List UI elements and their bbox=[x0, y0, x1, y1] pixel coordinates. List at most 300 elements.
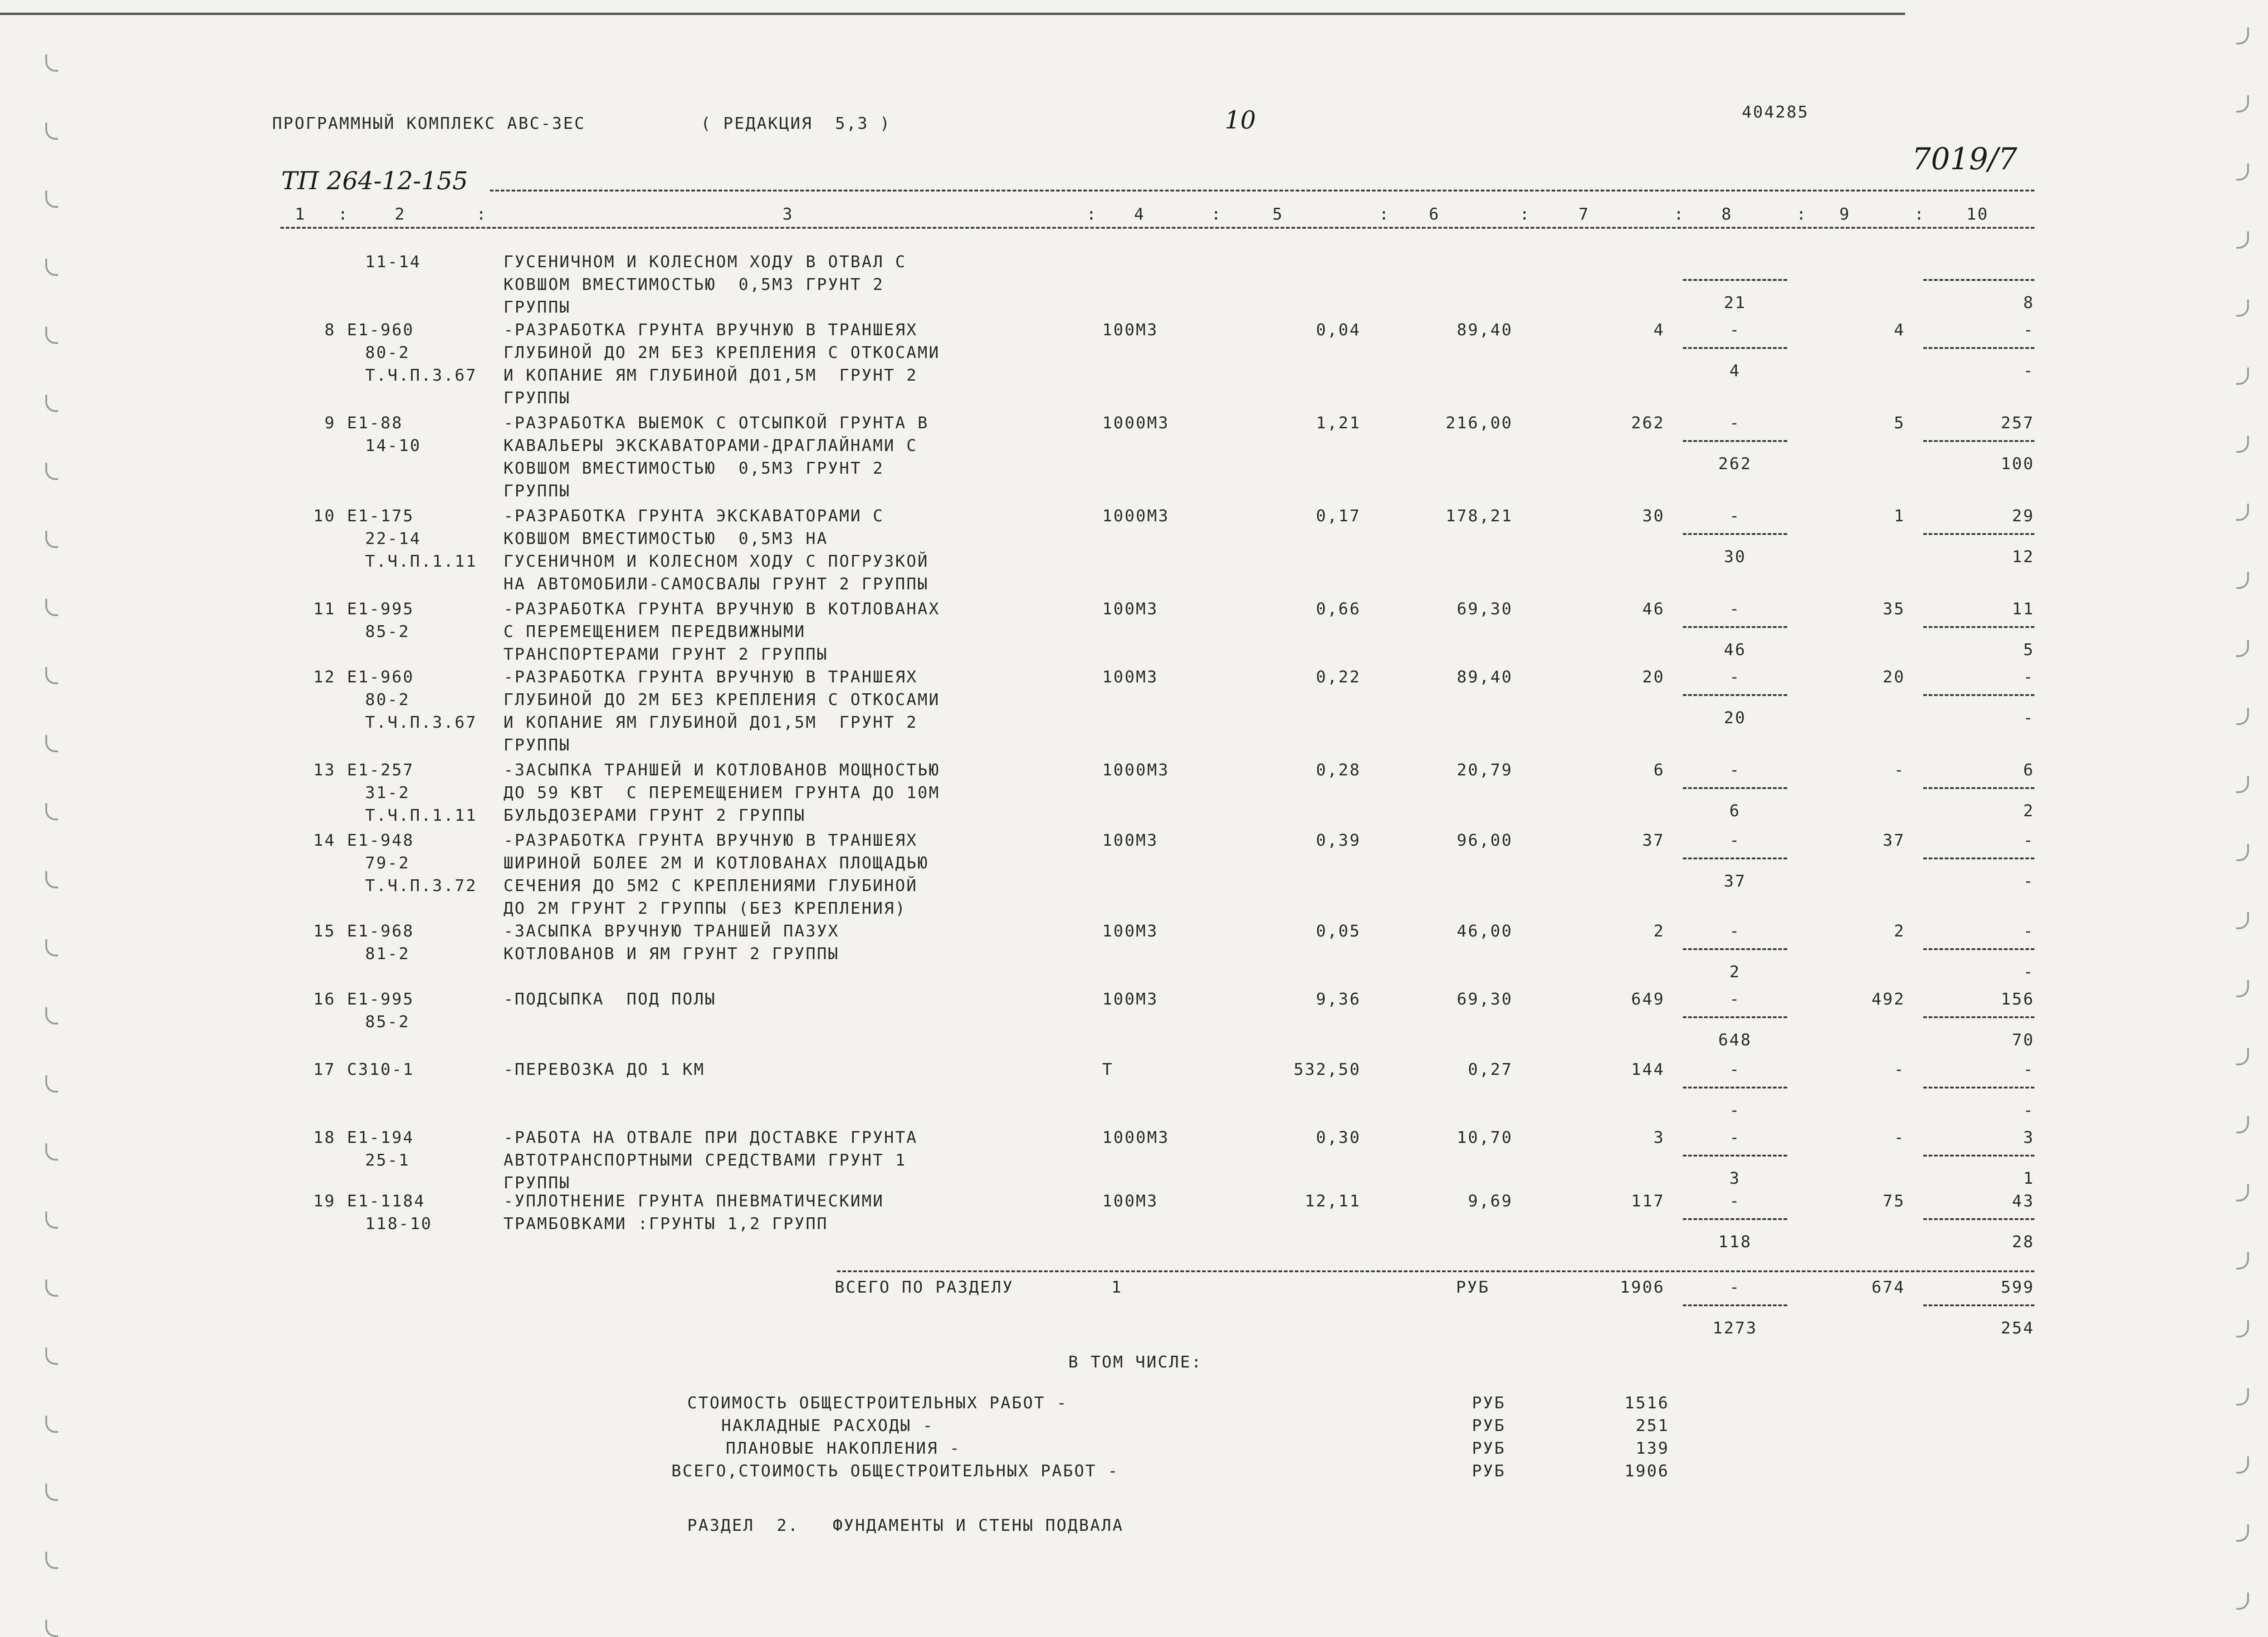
right-feed-hole bbox=[2236, 436, 2249, 453]
unit-of-measure: 1000М3 bbox=[1102, 761, 1170, 779]
unit-of-measure: 100М3 bbox=[1102, 1192, 1158, 1211]
work-description: СЕЧЕНИЯ ДО 5М2 С КРЕПЛЕНИЯМИ ГЛУБИНОЙ bbox=[503, 877, 918, 895]
col8-bottom: 46 bbox=[1724, 641, 1746, 659]
unit-of-measure: 100М3 bbox=[1102, 922, 1158, 941]
col8-bottom: 262 bbox=[1718, 455, 1752, 473]
total-cost: 3 bbox=[1653, 1128, 1665, 1147]
quantity: 0,30 bbox=[1316, 1128, 1361, 1147]
quantity: 0,66 bbox=[1316, 600, 1361, 618]
header-rule-top bbox=[490, 190, 2034, 191]
right-feed-hole bbox=[2236, 504, 2249, 521]
work-description: ДО 2М ГРУНТ 2 ГРУППЫ (БЕЗ КРЕПЛЕНИЯ) bbox=[503, 899, 907, 918]
col10-bottom: - bbox=[2023, 709, 2034, 727]
norm-code: 81-2 bbox=[365, 945, 410, 963]
col10-top: 29 bbox=[2012, 507, 2034, 525]
left-feed-hole bbox=[45, 1279, 58, 1297]
breakdown-label: ВСЕГО,СТОИМОСТЬ ОБЩЕСТРОИТЕЛЬНЫХ РАБОТ - bbox=[671, 1462, 1119, 1480]
work-description: -ЗАСЫПКА ТРАНШЕЙ И КОТЛОВАНОВ МОЩНОСТЬЮ bbox=[503, 761, 940, 779]
norm-code: 85-2 bbox=[365, 1013, 410, 1031]
norm-code: Е1-968 bbox=[347, 922, 415, 941]
row-number: 13 bbox=[313, 761, 336, 779]
col10-bottom: - bbox=[2023, 1101, 2034, 1120]
col10-bottom: 1 bbox=[2023, 1169, 2034, 1188]
work-description: -РАЗРАБОТКА ГРУНТА ВРУЧНУЮ В КОТЛОВАНАХ bbox=[503, 600, 940, 618]
col8-divider bbox=[1683, 440, 1787, 442]
norm-code: 85-2 bbox=[365, 622, 410, 641]
col10-divider bbox=[1923, 440, 2034, 442]
summary-rule bbox=[837, 1270, 2034, 1272]
unit-price: 89,40 bbox=[1457, 321, 1513, 339]
row-number: 11 bbox=[313, 600, 336, 618]
col8-top: - bbox=[1729, 990, 1741, 1009]
section-col8-divider bbox=[1683, 1304, 1787, 1306]
column-separator: : bbox=[1379, 205, 1390, 224]
norm-code: Е1-194 bbox=[347, 1128, 415, 1147]
total-cost: 649 bbox=[1631, 990, 1665, 1009]
right-feed-hole bbox=[2236, 1184, 2249, 1201]
section-total-unit: РУБ bbox=[1456, 1278, 1490, 1297]
column-number: 9 bbox=[1839, 205, 1851, 224]
col10-bottom: 70 bbox=[2012, 1031, 2034, 1049]
col10-bottom: 12 bbox=[2012, 548, 2034, 566]
section-col10-bottom: 254 bbox=[2000, 1319, 2034, 1338]
section-col10-divider bbox=[1923, 1304, 2034, 1306]
work-description: ШИРИНОЙ БОЛЕЕ 2М И КОТЛОВАНАХ ПЛОЩАДЬЮ bbox=[503, 854, 929, 872]
work-description: ТРАМБОВКАМИ :ГРУНТЫ 1,2 ГРУПП bbox=[503, 1215, 828, 1233]
section-total-cost: 1906 bbox=[1620, 1278, 1665, 1297]
right-feed-hole bbox=[2236, 776, 2249, 793]
col10-bottom: 100 bbox=[2000, 455, 2034, 473]
right-feed-hole bbox=[2236, 1456, 2249, 1474]
col8-divider bbox=[1683, 694, 1787, 696]
col9-value: 35 bbox=[1882, 600, 1905, 618]
right-feed-hole bbox=[2236, 368, 2249, 385]
right-feed-hole bbox=[2236, 640, 2249, 657]
work-description: КОВШОМ ВМЕСТИМОСТЬЮ 0,5М3 ГРУНТ 2 bbox=[503, 275, 884, 294]
next-section-heading: РАЗДЕЛ 2. ФУНДАМЕНТЫ И СТЕНЫ ПОДВАЛА bbox=[687, 1516, 1124, 1535]
breakdown-value: 139 bbox=[1635, 1439, 1669, 1458]
col10-bottom: 5 bbox=[2023, 641, 2034, 659]
total-cost: 2 bbox=[1653, 922, 1665, 941]
col10-divider bbox=[1923, 694, 2034, 696]
unit-price: 178,21 bbox=[1445, 507, 1513, 525]
work-description: -УПЛОТНЕНИЕ ГРУНТА ПНЕВМАТИЧЕСКИМИ bbox=[503, 1192, 884, 1211]
total-cost: 30 bbox=[1642, 507, 1665, 525]
work-description: -РАБОТА НА ОТВАЛЕ ПРИ ДОСТАВКЕ ГРУНТА bbox=[503, 1128, 918, 1147]
total-cost: 37 bbox=[1642, 831, 1665, 850]
work-description: БУЛЬДОЗЕРАМИ ГРУНТ 2 ГРУППЫ bbox=[503, 806, 806, 825]
right-feed-hole bbox=[2236, 231, 2249, 249]
col8-bottom: 37 bbox=[1724, 872, 1746, 891]
col8-bottom: 21 bbox=[1724, 294, 1746, 312]
right-feed-hole bbox=[2236, 1252, 2249, 1269]
unit-price: 46,00 bbox=[1457, 922, 1513, 941]
col10-bottom: 28 bbox=[2012, 1233, 2034, 1251]
col10-divider bbox=[1923, 279, 2034, 281]
work-description: -РАЗРАБОТКА ВЫЕМОК С ОТСЫПКОЙ ГРУНТА В bbox=[503, 414, 929, 432]
right-feed-hole bbox=[2236, 844, 2249, 861]
top-tear-line bbox=[0, 13, 1905, 15]
work-description: ГРУППЫ bbox=[503, 736, 571, 755]
col8-divider bbox=[1683, 626, 1787, 628]
section-col9-value: 674 bbox=[1871, 1278, 1905, 1297]
quantity: 0,22 bbox=[1316, 668, 1361, 686]
col8-divider bbox=[1683, 279, 1787, 281]
left-feed-hole bbox=[45, 123, 58, 140]
col8-divider bbox=[1683, 858, 1787, 859]
row-number: 9 bbox=[324, 414, 336, 432]
work-description: ГРУППЫ bbox=[503, 389, 571, 407]
row-number: 16 bbox=[313, 990, 336, 1009]
total-cost: 4 bbox=[1653, 321, 1665, 339]
column-number: 1 bbox=[295, 205, 306, 224]
work-description: ГРУППЫ bbox=[503, 298, 571, 317]
left-feed-hole bbox=[45, 1484, 58, 1501]
col9-value: 20 bbox=[1882, 668, 1905, 686]
col8-bottom: 30 bbox=[1724, 548, 1746, 566]
column-number: 5 bbox=[1272, 205, 1284, 224]
work-description: КОВШОМ ВМЕСТИМОСТЬЮ 0,5М3 НА bbox=[503, 529, 828, 548]
work-description: ДО 59 КВТ С ПЕРЕМЕЩЕНИЕМ ГРУНТА ДО 10М bbox=[503, 784, 940, 802]
col9-value: 2 bbox=[1894, 922, 1905, 941]
unit-of-measure: 100М3 bbox=[1102, 321, 1158, 339]
col10-bottom: - bbox=[2023, 963, 2034, 981]
breakdown-value: 251 bbox=[1635, 1416, 1669, 1435]
norm-code: Е1-995 bbox=[347, 600, 415, 618]
right-feed-hole bbox=[2236, 980, 2249, 997]
col8-bottom: 6 bbox=[1729, 802, 1741, 820]
section-col8-bottom: 1273 bbox=[1712, 1319, 1758, 1338]
right-feed-hole bbox=[2236, 27, 2249, 44]
unit-of-measure: 100М3 bbox=[1102, 668, 1158, 686]
col10-top: - bbox=[2023, 1060, 2034, 1079]
quantity: 0,28 bbox=[1316, 761, 1361, 779]
col10-top: - bbox=[2023, 831, 2034, 850]
work-description: И КОПАНИЕ ЯМ ГЛУБИНОЙ ДО1,5М ГРУНТ 2 bbox=[503, 713, 918, 732]
norm-code: Е1-960 bbox=[347, 668, 415, 686]
column-number: 8 bbox=[1721, 205, 1733, 224]
right-feed-hole bbox=[2236, 1593, 2249, 1610]
unit-price: 69,30 bbox=[1457, 600, 1513, 618]
work-description: ГЛУБИНОЙ ДО 2М БЕЗ КРЕПЛЕНИЯ С ОТКОСАМИ bbox=[503, 691, 940, 709]
left-feed-hole bbox=[45, 327, 58, 344]
quantity: 532,50 bbox=[1293, 1060, 1361, 1079]
column-separator: : bbox=[1520, 205, 1531, 224]
left-feed-hole bbox=[45, 463, 58, 480]
col10-divider bbox=[1923, 1016, 2034, 1018]
norm-code: 31-2 bbox=[365, 784, 410, 802]
work-description: -РАЗРАБОТКА ГРУНТА ВРУЧНУЮ В ТРАНШЕЯХ bbox=[503, 321, 918, 339]
column-number: 7 bbox=[1579, 205, 1590, 224]
column-separator: : bbox=[476, 205, 488, 224]
col9-value: 492 bbox=[1871, 990, 1905, 1009]
col8-divider bbox=[1683, 948, 1787, 950]
col10-top: - bbox=[2023, 668, 2034, 686]
norm-code: Т.Ч.П.3.67 bbox=[365, 366, 477, 385]
row-number: 12 bbox=[313, 668, 336, 686]
col8-divider bbox=[1683, 1087, 1787, 1088]
right-feed-hole bbox=[2236, 912, 2249, 929]
quantity: 0,04 bbox=[1316, 321, 1361, 339]
left-feed-hole bbox=[45, 1007, 58, 1024]
unit-price: 89,40 bbox=[1457, 668, 1513, 686]
norm-code: Т.Ч.П.3.72 bbox=[365, 877, 477, 895]
norm-code: Т.Ч.П.1.11 bbox=[365, 806, 477, 825]
work-description: КОТЛОВАНОВ И ЯМ ГРУНТ 2 ГРУППЫ bbox=[503, 945, 840, 963]
right-feed-hole bbox=[2236, 572, 2249, 589]
col8-divider bbox=[1683, 1016, 1787, 1018]
right-feed-hole bbox=[2236, 708, 2249, 725]
col10-divider bbox=[1923, 1155, 2034, 1157]
col10-divider bbox=[1923, 787, 2034, 789]
breakdown-value: 1906 bbox=[1624, 1462, 1669, 1480]
row-number: 17 bbox=[313, 1060, 336, 1079]
row-number: 18 bbox=[313, 1128, 336, 1147]
breakdown-label: НАКЛАДНЫЕ РАСХОДЫ - bbox=[721, 1416, 934, 1435]
norm-code: 118-10 bbox=[365, 1215, 433, 1233]
col9-value: 1 bbox=[1894, 507, 1905, 525]
edition-label: ( РЕДАКЦИЯ 5,3 ) bbox=[701, 114, 891, 133]
col8-divider bbox=[1683, 787, 1787, 789]
col8-bottom: 20 bbox=[1724, 709, 1746, 727]
row-number: 15 bbox=[313, 922, 336, 941]
breakdown-unit: РУБ bbox=[1472, 1439, 1506, 1458]
col8-top: - bbox=[1729, 414, 1741, 432]
breakdown-unit: РУБ bbox=[1472, 1416, 1506, 1435]
col9-value: 37 bbox=[1882, 831, 1905, 850]
norm-code: Е1-175 bbox=[347, 507, 415, 525]
quantity: 0,39 bbox=[1316, 831, 1361, 850]
col8-bottom: 3 bbox=[1729, 1169, 1741, 1188]
row-number: 14 bbox=[313, 831, 336, 850]
quantity: 9,36 bbox=[1316, 990, 1361, 1009]
col10-top: 43 bbox=[2012, 1192, 2034, 1211]
col10-divider bbox=[1923, 1218, 2034, 1220]
col8-bottom: - bbox=[1729, 1101, 1741, 1120]
unit-of-measure: 1000М3 bbox=[1102, 414, 1170, 432]
section-col8-top: - bbox=[1729, 1278, 1741, 1297]
col8-divider bbox=[1683, 1218, 1787, 1220]
right-feed-hole bbox=[2236, 299, 2249, 317]
unit-price: 69,30 bbox=[1457, 990, 1513, 1009]
column-number: 4 bbox=[1134, 205, 1145, 224]
breakdown-label: СТОИМОСТЬ ОБЩЕСТРОИТЕЛЬНЫХ РАБОТ - bbox=[687, 1394, 1068, 1412]
norm-code: Е1-995 bbox=[347, 990, 415, 1009]
work-description: ГУСЕНИЧНОМ И КОЛЕСНОМ ХОДУ В ОТВАЛ С bbox=[503, 253, 907, 271]
work-description: -ПЕРЕВОЗКА ДО 1 КМ bbox=[503, 1060, 705, 1079]
col10-top: 3 bbox=[2023, 1128, 2034, 1147]
row-number: 19 bbox=[313, 1192, 336, 1211]
col8-divider bbox=[1683, 1155, 1787, 1157]
col10-bottom: - bbox=[2023, 362, 2034, 380]
total-cost: 262 bbox=[1631, 414, 1665, 432]
col8-top: - bbox=[1729, 922, 1741, 941]
col8-top: - bbox=[1729, 321, 1741, 339]
col8-top: - bbox=[1729, 507, 1741, 525]
including-label: В ТОМ ЧИСЛЕ: bbox=[1068, 1353, 1203, 1372]
left-feed-hole bbox=[45, 939, 58, 956]
page-number: 10 bbox=[1225, 106, 1256, 134]
left-feed-hole bbox=[45, 395, 58, 412]
left-feed-hole bbox=[45, 1348, 58, 1365]
col10-bottom: - bbox=[2023, 872, 2034, 891]
row-number: 10 bbox=[313, 507, 336, 525]
col8-top: - bbox=[1729, 1192, 1741, 1211]
norm-code: Е1-960 bbox=[347, 321, 415, 339]
work-description: -ПОДСЫПКА ПОД ПОЛЫ bbox=[503, 990, 716, 1009]
norm-code: С310-1 bbox=[347, 1060, 415, 1079]
handwritten-sheet-number: 7019/7 bbox=[1912, 142, 2018, 176]
col8-top: - bbox=[1729, 1128, 1741, 1147]
col8-bottom: 4 bbox=[1729, 362, 1741, 380]
column-separator: : bbox=[1914, 205, 1926, 224]
total-cost: 117 bbox=[1631, 1192, 1665, 1211]
right-feed-hole bbox=[2236, 1524, 2249, 1542]
breakdown-value: 1516 bbox=[1624, 1394, 1669, 1412]
norm-code: 80-2 bbox=[365, 691, 410, 709]
norm-code: 22-14 bbox=[365, 529, 421, 548]
work-description: КАВАЛЬЕРЫ ЭКСКАВАТОРАМИ-ДРАГЛАЙНАМИ С bbox=[503, 436, 918, 455]
quantity: 12,11 bbox=[1305, 1192, 1361, 1211]
norm-code: 11-14 bbox=[365, 253, 421, 271]
col10-divider bbox=[1923, 626, 2034, 628]
unit-of-measure: 100М3 bbox=[1102, 990, 1158, 1009]
col10-top: 6 bbox=[2023, 761, 2034, 779]
col8-bottom: 648 bbox=[1718, 1031, 1752, 1049]
right-feed-hole bbox=[2236, 95, 2249, 113]
work-description: ГРУППЫ bbox=[503, 482, 571, 500]
left-feed-hole bbox=[45, 667, 58, 684]
section-total-qty: 1 bbox=[1111, 1278, 1123, 1297]
col10-divider bbox=[1923, 347, 2034, 349]
unit-price: 216,00 bbox=[1445, 414, 1513, 432]
col10-divider bbox=[1923, 948, 2034, 950]
column-number: 2 bbox=[395, 205, 406, 224]
col10-top: - bbox=[2023, 922, 2034, 941]
column-separator: : bbox=[1796, 205, 1808, 224]
document-code: 404285 bbox=[1742, 103, 1809, 122]
norm-code: 14-10 bbox=[365, 436, 421, 455]
left-feed-hole bbox=[45, 54, 58, 72]
col9-value: 4 bbox=[1894, 321, 1905, 339]
total-cost: 20 bbox=[1642, 668, 1665, 686]
work-description: -ЗАСЫПКА ВРУЧНУЮ ТРАНШЕЙ ПАЗУХ bbox=[503, 922, 840, 941]
left-feed-hole bbox=[45, 1211, 58, 1229]
left-feed-hole bbox=[45, 1075, 58, 1093]
right-feed-hole bbox=[2236, 1320, 2249, 1338]
quantity: 1,21 bbox=[1316, 414, 1361, 432]
col10-top: 257 bbox=[2000, 414, 2034, 432]
row-number: 8 bbox=[324, 321, 336, 339]
total-cost: 144 bbox=[1631, 1060, 1665, 1079]
col9-value: 75 bbox=[1882, 1192, 1905, 1211]
norm-code: 79-2 bbox=[365, 854, 410, 872]
total-cost: 46 bbox=[1642, 600, 1665, 618]
handwritten-project-code: ТП 264-12-155 bbox=[281, 167, 468, 195]
norm-code: Е1-1184 bbox=[347, 1192, 425, 1211]
work-description: ГРУППЫ bbox=[503, 1174, 571, 1192]
norm-code: Е1-88 bbox=[347, 414, 403, 432]
left-feed-hole bbox=[45, 1416, 58, 1433]
column-separator: : bbox=[1211, 205, 1222, 224]
col8-top: - bbox=[1729, 600, 1741, 618]
col9-value: - bbox=[1894, 1060, 1905, 1079]
work-description: И КОПАНИЕ ЯМ ГЛУБИНОЙ ДО1,5М ГРУНТ 2 bbox=[503, 366, 918, 385]
column-separator: : bbox=[338, 205, 349, 224]
col10-top: - bbox=[2023, 321, 2034, 339]
unit-of-measure: 100М3 bbox=[1102, 831, 1158, 850]
work-description: ТРАНСПОРТЕРАМИ ГРУНТ 2 ГРУППЫ bbox=[503, 645, 828, 664]
col8-bottom: 2 bbox=[1729, 963, 1741, 981]
left-feed-hole bbox=[45, 1620, 58, 1637]
norm-code: 80-2 bbox=[365, 343, 410, 362]
left-feed-hole bbox=[45, 1143, 58, 1161]
breakdown-unit: РУБ bbox=[1472, 1462, 1506, 1480]
left-feed-hole bbox=[45, 1552, 58, 1569]
norm-code: 25-1 bbox=[365, 1151, 410, 1170]
breakdown-unit: РУБ bbox=[1472, 1394, 1506, 1412]
work-description: ГУСЕНИЧНОМ И КОЛЕСНОМ ХОДУ С ПОГРУЗКОЙ bbox=[503, 552, 929, 571]
col10-divider bbox=[1923, 858, 2034, 859]
col10-bottom: 2 bbox=[2023, 802, 2034, 820]
left-feed-hole bbox=[45, 599, 58, 616]
col8-top: - bbox=[1729, 1060, 1741, 1079]
work-description: ГЛУБИНОЙ ДО 2М БЕЗ КРЕПЛЕНИЯ С ОТКОСАМИ bbox=[503, 343, 940, 362]
norm-code: Е1-257 bbox=[347, 761, 415, 779]
right-feed-hole bbox=[2236, 163, 2249, 181]
quantity: 0,05 bbox=[1316, 922, 1361, 941]
unit-price: 10,70 bbox=[1457, 1128, 1513, 1147]
work-description: -РАЗРАБОТКА ГРУНТА ВРУЧНУЮ В ТРАНШЕЯХ bbox=[503, 668, 918, 686]
left-feed-hole bbox=[45, 803, 58, 820]
unit-price: 9,69 bbox=[1468, 1192, 1513, 1211]
right-feed-hole bbox=[2236, 1388, 2249, 1406]
col10-top: 11 bbox=[2012, 600, 2034, 618]
col10-divider bbox=[1923, 533, 2034, 535]
col10-divider bbox=[1923, 1087, 2034, 1088]
total-cost: 6 bbox=[1653, 761, 1665, 779]
col9-value: 5 bbox=[1894, 414, 1905, 432]
header-rule-bottom bbox=[280, 227, 2034, 229]
column-number: 3 bbox=[782, 205, 794, 224]
left-feed-hole bbox=[45, 871, 58, 888]
norm-code: Е1-948 bbox=[347, 831, 415, 850]
column-number: 10 bbox=[1966, 205, 1989, 224]
norm-code: Т.Ч.П.3.67 bbox=[365, 713, 477, 732]
unit-price: 0,27 bbox=[1468, 1060, 1513, 1079]
left-feed-hole bbox=[45, 735, 58, 752]
left-feed-hole bbox=[45, 531, 58, 548]
section-col10-top: 599 bbox=[2000, 1278, 2034, 1297]
column-number: 6 bbox=[1429, 205, 1440, 224]
unit-price: 20,79 bbox=[1457, 761, 1513, 779]
program-title: ПРОГРАММНЫЙ КОМПЛЕКС АВС-ЗЕС bbox=[272, 114, 586, 133]
col9-value: - bbox=[1894, 1128, 1905, 1147]
col10-bottom: 8 bbox=[2023, 294, 2034, 312]
column-separator: : bbox=[1674, 205, 1685, 224]
left-feed-hole bbox=[45, 191, 58, 208]
right-feed-hole bbox=[2236, 1116, 2249, 1133]
work-description: -РАЗРАБОТКА ГРУНТА ВРУЧНУЮ В ТРАНШЕЯХ bbox=[503, 831, 918, 850]
work-description: С ПЕРЕМЕЩЕНИЕМ ПЕРЕДВИЖНЫМИ bbox=[503, 622, 806, 641]
work-description: АВТОТРАНСПОРТНЫМИ СРЕДСТВАМИ ГРУНТ 1 bbox=[503, 1151, 907, 1170]
quantity: 0,17 bbox=[1316, 507, 1361, 525]
col9-value: - bbox=[1894, 761, 1905, 779]
col8-top: - bbox=[1729, 668, 1741, 686]
col10-top: 156 bbox=[2000, 990, 2034, 1009]
unit-of-measure: 1000М3 bbox=[1102, 507, 1170, 525]
col8-divider bbox=[1683, 533, 1787, 535]
